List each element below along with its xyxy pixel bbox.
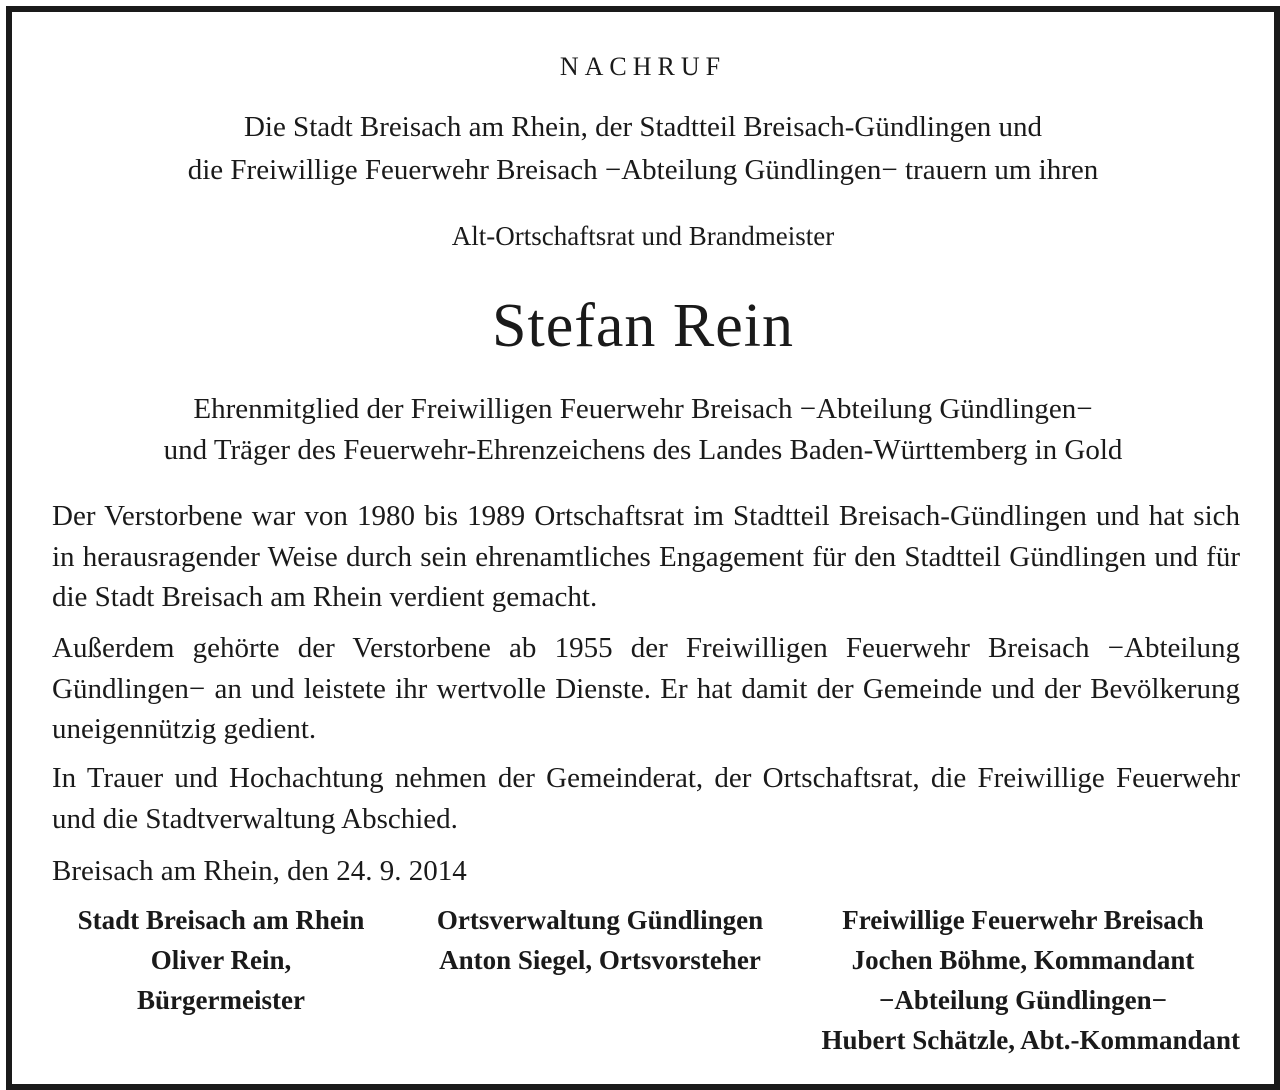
intro-line: Die Stadt Breisach am Rhein, der Stadtteil Breisach-Gündlingen und	[243, 111, 1043, 143]
intro-line: die Freiwillige Feuerwehr Breisach −Abteilung Gündlingen− trauern um ihren	[187, 154, 1099, 186]
signature-line: Hubert Schätzle, Abt.-Kommandant	[821, 1025, 1240, 1055]
honor-line: und Träger des Feuerwehr-Ehrenzeichens des Landes Baden-Württemberg in Gold	[163, 434, 1123, 466]
place-date: Breisach am Rhein, den 24. 9. 2014	[52, 855, 467, 887]
paragraph: Außerdem gehörte der Verstorbene ab 1955 der Freiwilligen Feuerwehr Breisach −Abteilung Gündlingen− an und leistete ihr wertvolle Dienste. Er hat damit der Gemeinde und der Bevölkerung uneigennützig gedient.	[52, 632, 1240, 745]
paragraph: In Trauer und Hochachtung nehmen der Gemeinderat, der Ortschaftsrat, die Freiwillige Feuerwehr und die Stadtverwaltung Abschied.	[52, 762, 1240, 835]
signature-local-admin	[398, 900, 802, 980]
notice-heading: NACHRUF	[559, 52, 727, 81]
intro-text	[12, 106, 1274, 192]
deceased-name: Stefan Rein	[492, 292, 794, 360]
signature-line: Stadt Breisach am Rhein	[77, 905, 365, 935]
honor-text	[12, 389, 1274, 471]
signature-line: Oliver Rein,	[150, 945, 292, 975]
signature-line: −Abteilung Gündlingen−	[878, 985, 1168, 1015]
signature-fire-department	[798, 900, 1248, 1060]
signature-line: Ortsverwaltung Gündlingen	[436, 905, 764, 935]
signature-city	[52, 900, 390, 1020]
obituary-notice	[6, 6, 1280, 1090]
honor-line: Ehrenmitglied der Freiwilligen Feuerwehr Breisach −Abteilung Gündlingen−	[193, 393, 1093, 425]
signature-line: Bürgermeister	[137, 985, 305, 1015]
signature-line: Anton Siegel, Ortsvorsteher	[439, 945, 761, 975]
signature-line: Jochen Böhme, Kommandant	[851, 945, 1195, 975]
deceased-rank: Alt-Ortschaftsrat und Brandmeister	[451, 221, 835, 251]
paragraph: Der Verstorbene war von 1980 bis 1989 Ortschaftsrat im Stadtteil Breisach-Gündlingen und hat sich in herausragender Weise durch sein ehrenamtliches Engagement für den Stadtteil Gündlingen und für die Stadt Breisach am Rhein verdient gemacht.	[52, 500, 1240, 613]
signature-line: Freiwillige Feuerwehr Breisach	[842, 905, 1204, 935]
